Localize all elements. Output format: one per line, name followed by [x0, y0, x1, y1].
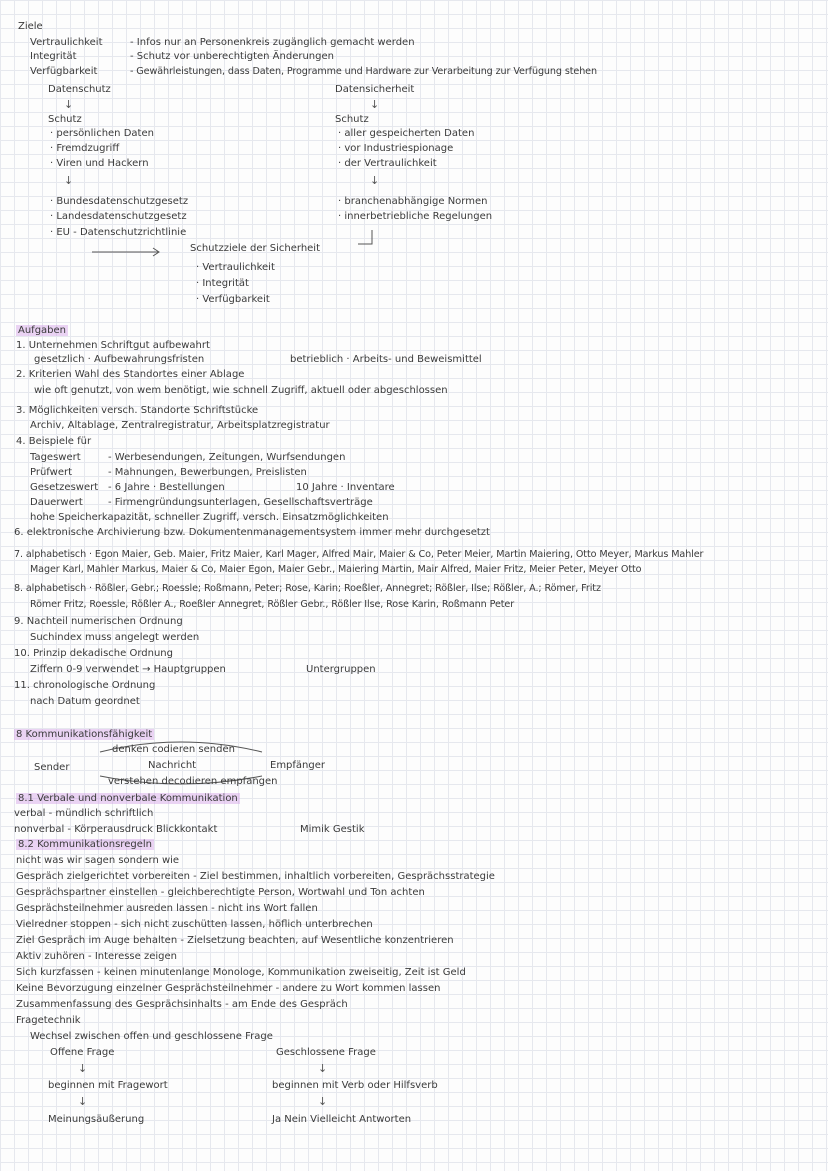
norm-item: · branchenabhängige Normen: [338, 196, 488, 207]
arrow-down-icon: ↓: [318, 1095, 328, 1108]
aufgaben-line: Ziffern 0-9 verwendet → Hauptgruppen: [30, 664, 226, 675]
arrow-down-icon: ↓: [64, 98, 74, 111]
arrow-down-icon: ↓: [64, 174, 74, 187]
aufgaben-line: betrieblich · Arbeits- und Beweismittel: [290, 354, 482, 365]
kommunikation-heading-text: 8 Kommunikationsfähigkeit: [16, 729, 153, 740]
goal-desc: - Infos nur an Personenkreis zugänglich gemacht werden: [130, 37, 415, 48]
aufgaben-heading-text: Aufgaben: [18, 325, 67, 336]
datenschutz-schutz: Schutz: [48, 114, 82, 125]
aufgaben-line: 10. Prinzip dekadische Ordnung: [14, 648, 173, 659]
value-term: Prüfwert: [30, 467, 73, 478]
kommunikation-heading: [14, 729, 154, 741]
aufgaben-heading: [16, 325, 68, 337]
aufgaben-line: Römer Fritz, Roessle, Rößler A., Roeßler Annegret, Rößler Gebr., Rößler Ilse, Rose Karin, Roßmann Peter: [30, 599, 515, 610]
arrow-down-icon: ↓: [370, 174, 380, 187]
section-title: Ziele: [18, 21, 43, 32]
schutzziele-item: · Integrität: [196, 278, 249, 289]
datensicherheit-item: · aller gespeicherten Daten: [338, 128, 475, 139]
aufgaben-line: hohe Speicherkapazität, schneller Zugriff, versch. Einsatzmöglichkeiten: [30, 512, 389, 523]
nonverbal-line: nonverbal - Körperausdruck Blickkontakt: [14, 824, 218, 835]
value-desc: - 6 Jahre · Bestellungen: [108, 482, 225, 493]
geschlossene-frage-title: Geschlossene Frage: [276, 1047, 376, 1058]
rule-line: nicht was wir sagen sondern wie: [16, 855, 180, 866]
nachricht-label: Nachricht: [148, 760, 197, 771]
datensicherheit-item: · vor Industriespionage: [338, 143, 454, 154]
datensicherheit-item: · der Vertraulichkeit: [338, 158, 437, 169]
arrow-down-icon: ↓: [78, 1095, 88, 1108]
datenschutz-item: · Viren und Hackern: [50, 158, 149, 169]
empfaenger-label: Empfänger: [270, 760, 326, 771]
offene-frage-step2: Meinungsäußerung: [48, 1114, 145, 1125]
law-item: · Landesdatenschutzgesetz: [50, 211, 187, 222]
kommunikation-bottom: verstehen decodieren empfangen: [108, 776, 278, 787]
rule-line: Gesprächspartner einstellen - gleichberechtigte Person, Wortwahl und Ton achten: [16, 887, 425, 898]
datenschutz-heading: Datenschutz: [48, 84, 111, 95]
geschlossene-frage-step2: Ja Nein Vielleicht Antworten: [272, 1114, 412, 1125]
law-item: · Bundesdatenschutzgesetz: [50, 196, 189, 207]
datensicherheit-heading: Datensicherheit: [335, 84, 415, 95]
goal-term: Vertraulichkeit: [30, 37, 103, 48]
goal-term: Integrität: [30, 51, 77, 62]
aufgaben-line: gesetzlich · Aufbewahrungsfristen: [34, 354, 205, 365]
aufgaben-line: 2. Kriterien Wahl des Standortes einer Ablage: [16, 369, 245, 380]
rule-line: Aktiv zuhören - Interesse zeigen: [16, 951, 177, 962]
wechsel-line: Wechsel zwischen offen und geschlossene Frage: [30, 1031, 273, 1042]
aufgaben-line: 1. Unternehmen Schriftgut aufbewahrt: [16, 340, 210, 351]
value-term: Dauerwert: [30, 497, 83, 508]
rule-line: Ziel Gespräch im Auge behalten - Zielsetzung beachten, auf Wesentliche konzentrieren: [16, 935, 454, 946]
aufgaben-line: 8. alphabetisch · Rößler, Gebr.; Roessle; Roßmann, Peter; Rose, Karin; Roeßler, Annegret; Rößler, Ilse; Rößler, A.; Römer, Fritz: [14, 583, 601, 594]
aufgaben-line: Suchindex muss angelegt werden: [30, 632, 200, 643]
value-term: Tageswert: [30, 452, 81, 463]
subheading: [16, 839, 154, 851]
value-desc: - Firmengründungsunterlagen, Gesellschaftsverträge: [108, 497, 373, 508]
aufgaben-line: Untergruppen: [306, 664, 376, 675]
rule-line: Vielredner stoppen - sich nicht zuschütten lassen, höflich unterbrechen: [16, 919, 373, 930]
subheading: [16, 793, 240, 805]
value-desc: - Werbesendungen, Zeitungen, Wurfsendungen: [108, 452, 346, 463]
nonverbal-line-2: Mimik Gestik: [300, 824, 365, 835]
aufgaben-line: nach Datum geordnet: [30, 696, 140, 707]
value-term: Gesetzeswert: [30, 482, 99, 493]
goal-desc: - Schutz vor unberechtigten Änderungen: [130, 51, 334, 62]
geschlossene-frage-step1: beginnen mit Verb oder Hilfsverb: [272, 1080, 438, 1091]
aufgaben-line: 4. Beispiele für: [16, 436, 92, 447]
sender-label: Sender: [34, 762, 70, 773]
aufgaben-line: 6. elektronische Archivierung bzw. Dokumentenmanagementsystem immer mehr durchgesetzt: [14, 527, 490, 538]
arrow-down-icon: ↓: [78, 1062, 88, 1075]
rule-line: Gespräch zielgerichtet vorbereiten - Ziel bestimmen, inhaltlich vorbereiten, Gesprächsstrategie: [16, 871, 495, 882]
aufgaben-line: 3. Möglichkeiten versch. Standorte Schriftstücke: [16, 405, 259, 416]
schutzziele-item: · Verfügbarkeit: [196, 294, 270, 305]
kommunikation-top: denken codieren senden: [112, 744, 235, 755]
goal-term: Verfügbarkeit: [30, 66, 98, 77]
rule-line: Zusammenfassung des Gesprächsinhalts - am Ende des Gespräch: [16, 999, 348, 1010]
law-item: · EU - Datenschutzrichtlinie: [50, 227, 187, 238]
offene-frage-step1: beginnen mit Fragewort: [48, 1080, 168, 1091]
schutzziele-item: · Vertraulichkeit: [196, 262, 275, 273]
aufgaben-line: Archiv, Altablage, Zentralregistratur, Arbeitsplatzregistratur: [30, 420, 330, 431]
rule-line: Keine Bevorzugung einzelner Gesprächsteilnehmer - andere zu Wort kommen lassen: [16, 983, 441, 994]
verbal-line: verbal - mündlich schriftlich: [14, 808, 154, 819]
arrow-down-icon: ↓: [318, 1062, 328, 1075]
datenschutz-item: · persönlichen Daten: [50, 128, 154, 139]
norm-item: · innerbetriebliche Regelungen: [338, 211, 493, 222]
rule-line: Sich kurzfassen - keinen minutenlange Monologe, Kommunikation zweiseitig, Zeit ist Geld: [16, 967, 466, 978]
aufgaben-line: 11. chronologische Ordnung: [14, 680, 156, 691]
offene-frage-title: Offene Frage: [50, 1047, 115, 1058]
datensicherheit-schutz: Schutz: [335, 114, 369, 125]
arrow-down-icon: ↓: [370, 98, 380, 111]
value-extra: 10 Jahre · Inventare: [296, 482, 395, 493]
subheading-text: 8.2 Kommunikationsregeln: [18, 839, 152, 850]
aufgaben-line: 7. alphabetisch · Egon Maier, Geb. Maier, Fritz Maier, Karl Mager, Alfred Mair, Maier & Co, Peter Meier, Martin Maiering, Otto Meyer, Markus Mahler: [14, 549, 704, 560]
datenschutz-item: · Fremdzugriff: [50, 143, 120, 154]
rule-line: Fragetechnik: [16, 1015, 81, 1026]
value-desc: - Mahnungen, Bewerbungen, Preislisten: [108, 467, 307, 478]
subheading-text: 8.1 Verbale und nonverbale Kommunikation: [18, 793, 238, 804]
aufgaben-line: Mager Karl, Mahler Markus, Maier & Co, Maier Egon, Maier Gebr., Maiering Martin, Mair Alfred, Maier Fritz, Meier Peter, Meyer Otto: [30, 564, 642, 575]
rule-line: Gesprächsteilnehmer ausreden lassen - nicht ins Wort fallen: [16, 903, 318, 914]
aufgaben-line: 9. Nachteil numerischen Ordnung: [14, 616, 183, 627]
aufgaben-line: wie oft genutzt, von wem benötigt, wie schnell Zugriff, aktuell oder abgeschlossen: [34, 385, 448, 396]
goal-desc: - Gewährleistungen, dass Daten, Programme und Hardware zur Verarbeitung zur Verfügung stehen: [130, 66, 597, 77]
schutzziele-heading: Schutzziele der Sicherheit: [190, 243, 321, 254]
